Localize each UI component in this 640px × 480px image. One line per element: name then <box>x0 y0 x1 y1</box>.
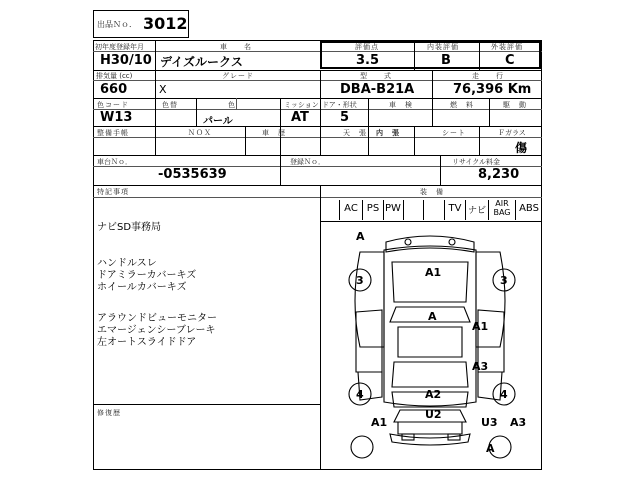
fuel-label: 燃 料 <box>450 101 474 109</box>
recycle-value: 8,230 <box>478 167 520 182</box>
lot-number-label: 出品Ｎｏ． <box>97 20 137 29</box>
lot-number-value: 3012 <box>143 14 188 33</box>
grade-value: X <box>159 83 167 96</box>
damage-mark: A2 <box>425 388 442 401</box>
color-label: 色 <box>228 101 236 109</box>
grade-label: グレード <box>222 72 254 80</box>
damage-mark: A1 <box>425 266 442 279</box>
damage-mark: A <box>428 310 437 323</box>
displacement-label: 排気量 (cc) <box>96 72 133 80</box>
note-line: 左オートスライドドア <box>97 337 197 348</box>
first-reg-value: H30/10 <box>100 53 152 68</box>
equip-navi: ナビ <box>467 206 486 216</box>
manual-label: 整備手帳 <box>97 129 129 137</box>
color-code-label: 色コード <box>97 101 129 109</box>
equip-ac: AC <box>344 203 358 214</box>
model-label: 車 名 <box>220 43 252 51</box>
mileage-value: 76,396 Km <box>453 82 532 97</box>
nox-label: ＮＯＸ <box>188 129 212 137</box>
glass-value: 傷 <box>515 141 528 155</box>
score-label: 評価点 <box>355 43 379 51</box>
equip-ps: PS <box>366 203 380 214</box>
damage-mark: 3 <box>500 274 508 287</box>
seat-label: シート <box>442 129 466 137</box>
damage-mark: U2 <box>425 408 442 421</box>
notes-label: 特記事項 <box>97 188 129 196</box>
damage-mark: A3 <box>510 416 527 429</box>
damage-mark: 3 <box>356 274 364 287</box>
interior-grade-value: B <box>441 53 451 68</box>
chassis-value: -0535639 <box>158 167 227 182</box>
chassis-label: 車台Ｎｏ． <box>97 158 132 166</box>
color-name-value: パール <box>203 116 233 127</box>
equip-pw: PW <box>385 203 401 214</box>
repair-history-label: 修復歴 <box>97 409 121 417</box>
car-damage-diagram <box>320 222 540 468</box>
note-line: ドアミラーカバーキズ <box>97 270 197 281</box>
first-reg-label: 初年度登録年月 <box>95 43 144 51</box>
score-value: 3.5 <box>356 53 380 68</box>
note-line: エマージェンシーブレーキ <box>97 325 216 336</box>
note-line: ハンドルスレ <box>97 258 157 269</box>
displacement-value: 660 <box>100 82 128 97</box>
reg-label: 登録Ｎｏ． <box>290 158 325 166</box>
sunroof-label: 天 張 <box>343 129 367 137</box>
damage-mark: A1 <box>472 320 489 333</box>
color-family-label: 色替 <box>162 101 178 109</box>
history-label: 車 歴 <box>262 129 286 137</box>
doors-value: 5 <box>340 110 350 125</box>
color-code-value: W13 <box>100 110 133 125</box>
interior-grade-label: 内装評価 <box>427 43 459 51</box>
equip-tv: TV <box>448 203 462 214</box>
doors-label: ドア・形状 <box>322 101 357 109</box>
glass-label: Ｆガラス <box>498 129 526 137</box>
drive-label: 駆 動 <box>503 101 527 109</box>
recycle-label: リサイクル料金 <box>452 158 501 166</box>
note-line: ホイールカバーキズ <box>97 282 187 293</box>
model-value: デイズルークス <box>160 55 243 69</box>
type-label: 型 式 <box>360 72 392 80</box>
damage-mark: A3 <box>472 360 489 373</box>
damage-mark: 4 <box>356 388 364 401</box>
damage-mark: 4 <box>500 388 508 401</box>
exterior-grade-label: 外装評価 <box>491 43 523 51</box>
type-value: DBA-B21A <box>340 82 415 97</box>
inspection-label: 車 検 <box>389 101 413 109</box>
equip-abs: ABS <box>519 203 539 214</box>
damage-mark: A <box>356 230 365 243</box>
damage-mark: U3 <box>481 416 498 429</box>
interior-label: 内 張 <box>376 129 400 137</box>
note-line: アラウンドビューモニター <box>97 313 217 324</box>
note-line: ナビSD事務局 <box>97 222 162 233</box>
damage-mark: A1 <box>371 416 388 429</box>
mission-value: AT <box>291 110 309 125</box>
equip-airbag: AIR BAG <box>493 199 511 217</box>
equipment-label: 装 備 <box>420 188 444 196</box>
mission-label: ミッション <box>284 101 319 109</box>
exterior-grade-value: C <box>505 53 515 68</box>
damage-mark: A <box>486 442 495 455</box>
mileage-label: 走 行 <box>472 72 504 80</box>
